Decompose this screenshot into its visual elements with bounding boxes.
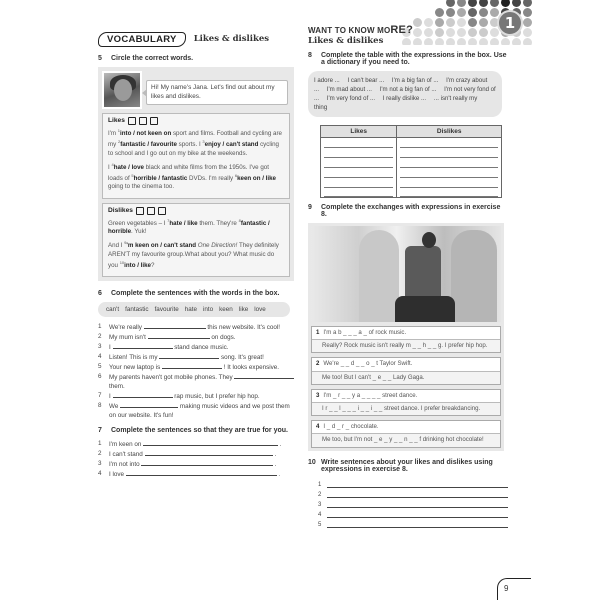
writing-line <box>318 498 508 508</box>
exercise-number: 8 <box>308 52 312 59</box>
heading-text-large: RE? <box>390 24 414 36</box>
answer-blank[interactable] <box>234 372 294 379</box>
expression: ... isn't really my thing <box>314 95 478 111</box>
answer-line <box>400 149 498 158</box>
word-option: keen <box>219 306 233 314</box>
exchange-response[interactable]: Really? Rock music isn't really m _ _ h _ _ g. I prefer hip hop. <box>312 340 500 352</box>
unit-number: 1 <box>504 14 516 32</box>
exercise-8-heading <box>308 52 508 66</box>
expression: I'm very fond of ... <box>326 95 376 102</box>
answer-line <box>400 169 498 178</box>
choice-option[interactable]: fantastic / favourite <box>120 141 177 149</box>
item-number: 2 <box>98 333 102 341</box>
left-column <box>98 30 296 479</box>
answer-line <box>400 159 498 168</box>
item-number: 3 <box>98 460 102 468</box>
sentence-item <box>98 322 296 332</box>
choice-option[interactable]: into / like <box>124 261 151 269</box>
want-to-know-more-heading <box>308 24 508 36</box>
writing-line <box>318 508 508 518</box>
answer-line <box>324 188 393 197</box>
table-row <box>321 188 502 198</box>
exercise-number: 10 <box>308 458 316 466</box>
expression: I'm not a big fan of ... <box>379 86 437 93</box>
exercise-5-heading <box>98 55 296 62</box>
exercise-number: 9 <box>308 204 312 211</box>
thumbs-down-icon <box>158 207 166 215</box>
item-number: 2 <box>316 360 320 368</box>
exercise-6-heading <box>98 290 296 297</box>
sentence-text: I can't stand . <box>109 451 277 459</box>
expression: I'm mad about ... <box>326 86 372 93</box>
choice-option[interactable]: 'm keen on / can't stand <box>126 242 197 250</box>
item-number: 3 <box>316 391 320 399</box>
likes-cell[interactable] <box>321 138 397 148</box>
exercise-9-box <box>308 223 504 451</box>
dislikes-cell[interactable] <box>397 158 502 168</box>
answer-blank[interactable] <box>162 362 222 369</box>
sentence-text: I rap music, but I prefer hip hop. <box>109 393 260 401</box>
answer-blank[interactable] <box>159 352 219 359</box>
word-option: fantastic <box>125 306 149 314</box>
answer-blank[interactable] <box>120 401 178 408</box>
word-option: favourite <box>154 306 179 314</box>
answer-line <box>324 139 393 148</box>
answer-blank[interactable] <box>113 342 173 349</box>
sentence-item <box>98 469 296 479</box>
exercise-10-lines <box>318 478 508 528</box>
answer-line <box>324 159 393 168</box>
table-row <box>321 178 502 188</box>
sentence-item <box>98 362 296 372</box>
answer-blank[interactable] <box>113 391 173 398</box>
item-number: 4 <box>98 353 102 361</box>
word-option: into <box>202 306 214 314</box>
item-number: 3 <box>318 501 322 508</box>
likes-cell[interactable] <box>321 158 397 168</box>
right-column <box>308 24 508 528</box>
dislikes-cell[interactable] <box>397 148 502 158</box>
heading-text: WANT TO KNOW MO <box>308 26 391 35</box>
sentence-item <box>98 352 296 362</box>
sentence-text: I'm keen on . <box>109 441 282 449</box>
likes-paragraph-2[interactable]: I $^4$hate / love black and white films from the 1950s. I've got loads of $^5$horrible / fantastic DVDs. I'm really $^6$keen on / like going to the cinema too. <box>108 161 276 191</box>
thumbs-down-icon <box>136 207 144 215</box>
vocabulary-label: VOCABULARY <box>98 32 186 47</box>
choice-option[interactable]: keen on / like <box>237 175 276 183</box>
sentence-text: Your new laptop is ! It looks expensive. <box>109 364 280 372</box>
table-row <box>321 148 502 158</box>
sentence-text: I love . <box>109 471 281 479</box>
answer-line[interactable] <box>327 521 508 528</box>
item-number: 7 <box>98 392 102 400</box>
likes-panel <box>102 113 290 199</box>
likes-cell[interactable] <box>321 188 397 198</box>
item-number: 1 <box>318 481 322 488</box>
dislikes-cell[interactable] <box>397 138 502 148</box>
exchange-prompt[interactable]: 1 I'm a b _ _ _ a _ of rock music. <box>312 327 500 340</box>
speech-bubble: Hi! My name's Jana. Let's find out about my likes and dislikes. <box>146 80 288 105</box>
item-number: 6 <box>98 373 102 381</box>
item-number: 8 <box>98 402 102 410</box>
writing-line <box>318 478 508 488</box>
exercise-10-heading <box>308 459 508 473</box>
sentence-item <box>98 342 296 352</box>
answer-line[interactable] <box>327 481 508 488</box>
sentence-text: We making music videos and we post them on our website. It's fun! <box>109 403 290 420</box>
item-number: 2 <box>318 491 322 498</box>
singer-photo <box>311 226 501 322</box>
exchange-prompt[interactable]: 3 I'm _ r _ _ y a _ _ _ _ street dance. <box>312 390 500 403</box>
table-row <box>321 168 502 178</box>
answer-blank[interactable] <box>143 439 278 446</box>
item-number: 5 <box>318 521 322 528</box>
exchange-response[interactable]: I r _ _ l _ _ _ i _ _ i _ _ street dance. I prefer breakdancing. <box>312 403 500 415</box>
choice-option[interactable]: hate / love <box>113 164 144 171</box>
exchange-prompt[interactable]: 2 We're _ _ d _ _ o _ t Taylor Swift. <box>312 358 500 371</box>
answer-line[interactable] <box>327 511 508 518</box>
sentence-item <box>98 449 296 459</box>
exercise-instruction: Complete the table with the expressions in the box. Use a dictionary if you need to. <box>321 52 507 66</box>
choice-option[interactable]: horrible / fantastic <box>133 175 188 183</box>
answer-blank[interactable] <box>145 449 273 456</box>
expression: I adore ... <box>314 77 340 84</box>
item-number: 5 <box>98 363 102 371</box>
sentence-text: Listen! This is my song. It's great! <box>109 354 264 362</box>
item-number: 2 <box>98 450 102 458</box>
thumbs-up-icon <box>150 117 158 125</box>
answer-blank[interactable] <box>141 459 273 466</box>
likes-paragraph-1[interactable]: I'm $^1$into / not keen on sport and films. Football and cycling are my $^2$fantastic / favourite sports. I $^3$enjoy / can't stand cycling to school and I go out on my bike at the weekends. <box>108 128 282 157</box>
thumbs-up-icon <box>139 117 147 125</box>
table-row <box>321 138 502 148</box>
exercise-7-list <box>98 439 296 479</box>
page-number: 9 <box>497 578 531 600</box>
dislikes-cell[interactable] <box>397 168 502 178</box>
dislikes-title: Dislikes <box>108 206 133 214</box>
answer-blank[interactable] <box>126 469 277 476</box>
word-option: like <box>238 306 249 314</box>
expressions-box <box>308 71 502 117</box>
writing-line <box>318 518 508 528</box>
exercise-instruction: Write sentences about your likes and dislikes using expressions in exercise 8. <box>321 458 493 473</box>
sentence-item <box>98 401 296 420</box>
sentence-text: We're really this new website. It's cool! <box>109 324 281 332</box>
sentence-text: I'm not into . <box>109 461 277 469</box>
dislikes-cell[interactable] <box>397 188 502 198</box>
exchange-response[interactable]: Me too, but I'm not _ e _ y _ _ n _ _ f drinking hot chocolate! <box>312 434 500 446</box>
item-number: 1 <box>316 329 320 336</box>
answer-line <box>324 169 393 178</box>
expression: I'm a big fan of ... <box>391 77 439 84</box>
exchange-item <box>311 326 501 353</box>
exchange-response[interactable]: Me too! But I can't _ e _ _ Lady Gaga. <box>312 372 500 384</box>
thumbs-up-icon <box>128 117 136 125</box>
likes-column-header: Likes <box>321 126 397 138</box>
word-option: love <box>254 306 266 314</box>
exercise-6-list <box>98 322 296 420</box>
likes-title: Likes <box>108 117 125 124</box>
answer-line <box>400 179 498 188</box>
exchange-item <box>311 420 501 447</box>
dislikes-cell[interactable] <box>397 178 502 188</box>
answer-line <box>324 149 393 158</box>
table-row <box>321 158 502 168</box>
exercise-number: 6 <box>98 290 102 298</box>
sentence-text: My mum isn't on dogs. <box>109 334 236 342</box>
sentence-item <box>98 372 296 391</box>
answer-line <box>400 139 498 148</box>
item-number: 1 <box>98 323 102 331</box>
answer-line[interactable] <box>327 501 508 508</box>
likes-cell[interactable] <box>321 148 397 158</box>
dislikes-paragraph-2[interactable]: And I $^9$'m keen on / can't stand One Direction! They definitely AREN'T my favourite group.What about you? What music do you $^{10}$into / like? <box>108 240 279 269</box>
item-number: 1 <box>98 440 102 448</box>
item-number: 4 <box>98 470 102 478</box>
sentence-item <box>98 439 296 449</box>
writing-line <box>318 488 508 498</box>
exercise-instruction: Circle the correct words. <box>111 55 194 62</box>
sentence-item <box>98 332 296 342</box>
choice-option[interactable]: fantastic / horrible <box>108 219 270 236</box>
sentence-text: My parents haven't got mobile phones. They them. <box>109 372 296 391</box>
sentence-text: I stand dance music. <box>109 344 229 352</box>
choice-option[interactable]: enjoy / can't stand <box>204 141 259 149</box>
sentence-item <box>98 391 296 401</box>
section-header <box>98 30 296 48</box>
answer-line <box>324 179 393 188</box>
exercise-5-box <box>98 67 294 281</box>
choice-option[interactable]: hate / like <box>169 219 198 227</box>
expression: I can't bear ... <box>347 77 385 84</box>
word-box <box>98 302 290 317</box>
answer-blank[interactable] <box>148 332 210 339</box>
exercise-number: 5 <box>98 55 102 62</box>
expression: I really dislike ... <box>382 95 427 102</box>
likes-dislikes-table <box>320 125 502 198</box>
exercise-9-heading <box>308 204 508 218</box>
exercise-7-heading <box>98 427 296 434</box>
expression: I'm not very fond of ... <box>314 86 496 102</box>
choice-option[interactable]: into / not keen on <box>120 130 172 138</box>
exchange-prompt[interactable]: 4 I _ d _ r _ chocolate. <box>312 421 500 434</box>
exercise-instruction: Complete the sentences with the words in the box. <box>111 290 280 298</box>
exercise-number: 7 <box>98 427 102 435</box>
dislikes-paragraph-1[interactable]: Green vegetables – I $^7$hate / like them. They're $^8$fantastic / horrible. Yuk! <box>108 217 270 236</box>
thumbs-down-icon <box>147 207 155 215</box>
word-option: can't <box>106 306 120 314</box>
likes-cell[interactable] <box>321 178 397 188</box>
exchange-item <box>311 357 501 384</box>
section-title: Likes & dislikes <box>308 36 384 46</box>
sentence-item <box>98 459 296 469</box>
expression: I'm crazy about ... <box>314 77 488 93</box>
dislikes-panel <box>102 203 290 277</box>
exercise-instruction: Complete the exchanges with expressions in exercise 8. <box>321 204 501 218</box>
item-number: 4 <box>316 423 320 431</box>
answer-line[interactable] <box>327 491 508 498</box>
exchange-item <box>311 389 501 416</box>
item-number: 4 <box>318 511 322 518</box>
item-number: 3 <box>98 343 102 351</box>
answer-line <box>400 188 498 197</box>
dislikes-column-header: Dislikes <box>397 126 502 138</box>
exercise-instruction: Complete the sentences so that they are true for you. <box>111 427 288 435</box>
answer-blank[interactable] <box>144 322 206 329</box>
jana-photo <box>102 71 142 109</box>
likes-cell[interactable] <box>321 168 397 178</box>
word-option: hate <box>184 306 197 314</box>
section-title: Likes & dislikes <box>193 34 270 44</box>
